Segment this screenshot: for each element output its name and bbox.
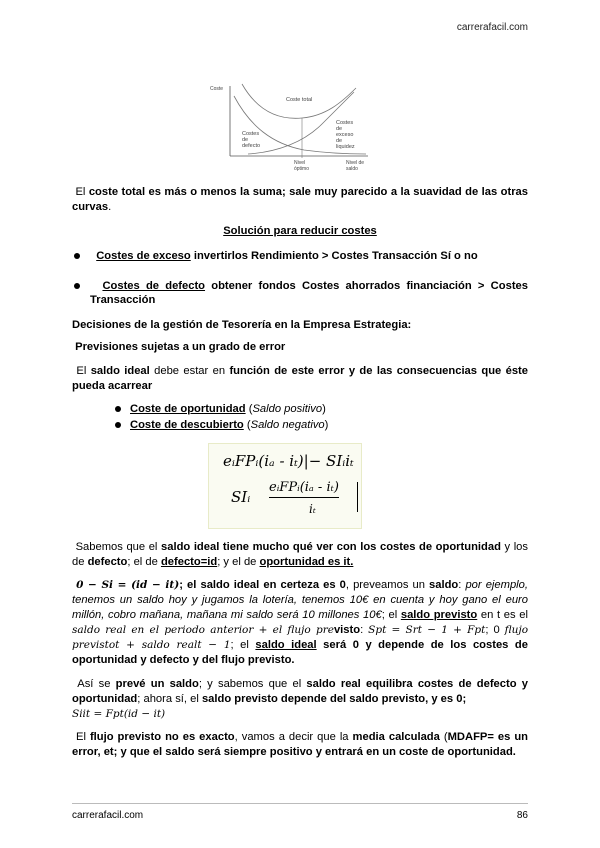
deficit-label-1: Costes [242,131,260,137]
formula-line-1: eᵢFPᵢ(iₐ - iₜ)|− SIᵢiₜ [223,452,354,470]
formula-image [208,443,362,529]
optimal-label-2: óptimo [294,166,310,172]
cost-curves-figure [208,80,376,176]
heading-solution: Solución para reducir costes [223,225,377,237]
balance-label-1: Nivel de [346,160,365,166]
page-number: 86 [516,810,528,821]
paragraph-forecast-balance: Así se prevé un saldo; y sabemos que el saldo real equilibra costes de defecto y oportunidad; ahora sí, el saldo previsto depende del saldo previsto, y es 0; Siit = Fpt(id − it) [72,678,528,720]
footer-rule [72,803,528,804]
heading-treasury-decisions: Decisiones de la gestión de Tesorería en la Empresa Estrategia: [72,319,412,331]
y-axis-label: Coste [210,86,224,92]
header-site: carrerafacil.com [456,22,528,33]
formula-bar [357,482,358,512]
paragraph-ideal-balance: El saldo ideal debe estar en función de este error y de las consecuencias que éste pueda acarrear [72,365,528,392]
bullet-excess-costs: Costes de exceso invertirlos Rendimiento > Costes Transacción Sí o no [96,250,478,262]
formula-denominator: iₜ [309,502,316,516]
formula-line-2-left: SIᵢ [231,488,251,506]
paragraph-total-cost: El coste total es más o menos la suma; sale muy parecido a la suavidad de las otras curvas. [72,186,528,213]
excess-label-2: de [336,126,343,132]
total-cost-label: Coste total [286,97,313,103]
bullet-dot [74,253,80,259]
paragraph-know-ideal: Sabemos que el saldo ideal tiene mucho qué ver con los costes de oportunidad y los de defecto; el de defecto=id; y el de oportunidad es it. [72,541,528,568]
paragraph-forecast-flow: El flujo previsto no es exacto, vamos a decir que la media calculada (MDAFP= es un error, et; y que el saldo será siempre positivo y entrará en un coste de oportunidad. [72,731,529,758]
formula-numerator: eᵢFPᵢ(iₐ - iₜ) [269,480,339,498]
bullet-overdraft-cost: Coste de descubierto (Saldo negativo) [130,419,329,431]
bullet-dot [115,422,121,428]
optimal-label-1: Nivel [294,160,306,166]
paragraph-certainty: 0 − Si = (id − it); el saldo ideal en certeza es 0, preveamos un saldo: por ejemplo, tenemos un saldo hoy y jugamos la lotería, tenemos 10€ en cuenta y hoy gano el euro millón, cobro mañana, mañana mi saldo será 10 millones 10€; el saldo previsto en t es el saldo real en el periodo anterior + el flujo previsto: Spt = Srt − 1 + Fpt; 0 flujo previstot + saldo realt − 1; el saldo ideal será 0 y depende de los costes de oportunidad y defecto y del flujo previsto. [72,579,529,666]
heading-forecasts: Previsiones sujetas a un grado de error [75,341,286,353]
deficit-label-3: defecto [242,143,261,149]
bullet-deficit-costs: Costes de defecto obtener fondos Costes ahorrados financiación > Costes Transacción [90,280,528,306]
bullet-dot [74,283,80,289]
bullet-dot [115,406,121,412]
excess-label-3: exceso [336,132,354,138]
excess-label-1: Costes [336,120,354,126]
bullet-opportunity-cost: Coste de oportunidad (Saldo positivo) [130,403,326,415]
excess-label-5: liquidez [336,144,355,150]
balance-label-2: saldo [346,166,358,172]
deficit-label-2: de [242,137,249,143]
footer-site: carrerafacil.com [72,810,144,821]
excess-label-4: de [336,138,343,144]
